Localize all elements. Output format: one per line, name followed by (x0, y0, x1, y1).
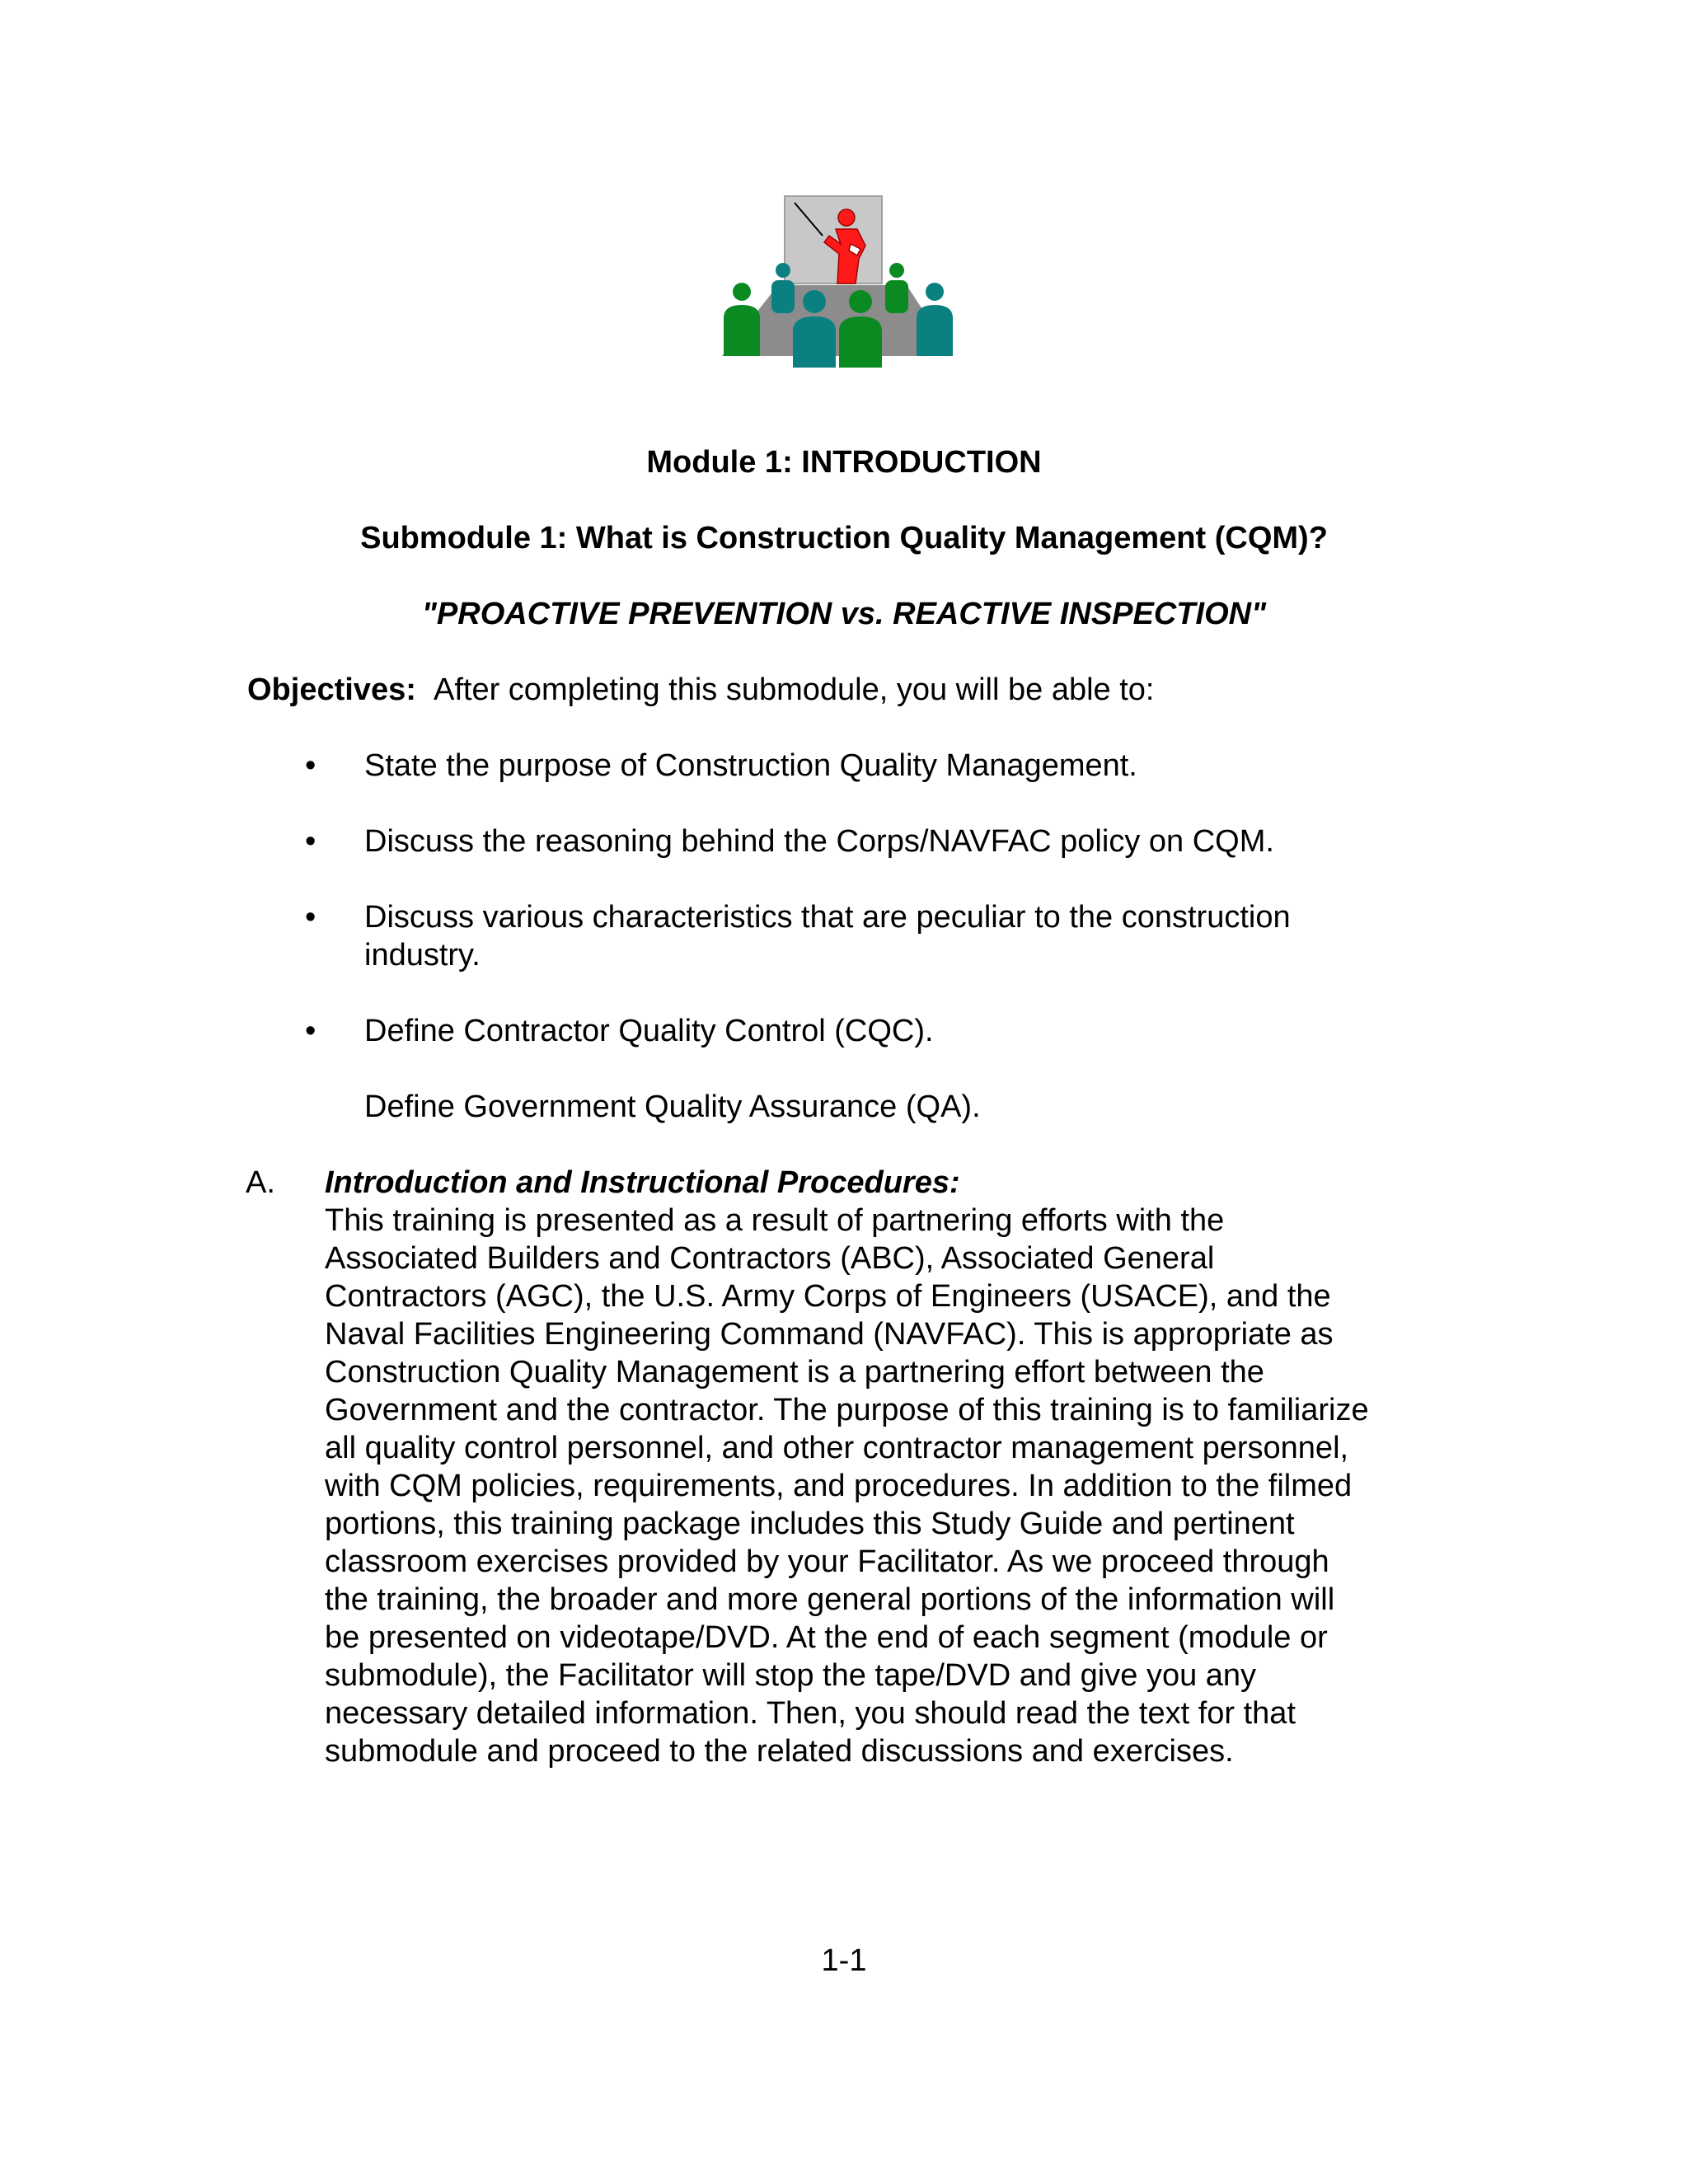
list-item-text: State the purpose of Construction Quality Management. (364, 748, 1137, 783)
paragraph-line: Contractors (AGC), the U.S. Army Corps of Engineers (USACE), and the (325, 1279, 1331, 1314)
objectives-intro (247, 671, 1154, 709)
section-letter: A. (246, 1165, 275, 1200)
paragraph-line: portions, this training package includes this Study Guide and pertinent (325, 1507, 1295, 1541)
paragraph-line: necessary detailed information. Then, you should read the text for that (325, 1696, 1296, 1731)
bullet-icon: • (305, 824, 316, 859)
list-item-text: Discuss the reasoning behind the Corps/NAVFAC policy on CQM. (364, 824, 1274, 859)
section-paragraph (325, 1202, 1454, 1770)
paragraph-line: with CQM policies, requirements, and procedures. In addition to the filmed (325, 1469, 1353, 1503)
bullet-icon: • (305, 900, 316, 935)
page-number: 1-1 (821, 1943, 867, 1978)
paragraph-line: Naval Facilities Engineering Command (NAVFAC). This is appropriate as (325, 1317, 1334, 1352)
paragraph-line: Associated Builders and Contractors (ABC), Associated General (325, 1241, 1215, 1276)
submodule-title: Submodule 1: What is Construction Quality Management (CQM)? (360, 521, 1328, 555)
section-heading: Introduction and Instructional Procedures: (325, 1165, 960, 1200)
objectives-intro-text: After completing this submodule, you will be able to: (434, 673, 1155, 707)
presenter-classroom-icon (720, 194, 956, 368)
paragraph-line: submodule), the Facilitator will stop the tape/DVD and give you any (325, 1658, 1257, 1693)
paragraph-line: This training is presented as a result of partnering efforts with the (325, 1203, 1225, 1238)
bullet-icon: • (305, 748, 316, 783)
list-item-text: Discuss various characteristics that are peculiar to the construction industry. (364, 900, 1291, 972)
paragraph-line: classroom exercises provided by your Facilitator. As we proceed through (325, 1544, 1329, 1579)
paragraph-line: Government and the contractor. The purpose of this training is to familiarize (325, 1393, 1369, 1427)
objectives-label: Objectives: (247, 673, 416, 707)
paragraph-line: the training, the broader and more general portions of the information will (325, 1582, 1335, 1617)
paragraph-line: submodule and proceed to the related discussions and exercises. (325, 1734, 1234, 1769)
list-item-text: Define Contractor Quality Control (CQC). (364, 1014, 934, 1048)
section-body (325, 1164, 1454, 1770)
paragraph-line: Construction Quality Management is a partnering effort between the (325, 1355, 1264, 1390)
bullet-icon: • (305, 1014, 316, 1048)
paragraph-line: be presented on videotape/DVD. At the end of each segment (module or (325, 1620, 1328, 1655)
module-title: Module 1: INTRODUCTION (646, 445, 1042, 480)
motto: "PROACTIVE PREVENTION vs. REACTIVE INSPECTION" (421, 597, 1267, 631)
paragraph-line: all quality control personnel, and other contractor management personnel, (325, 1431, 1349, 1465)
list-item-text: Define Government Quality Assurance (QA). (364, 1090, 981, 1124)
